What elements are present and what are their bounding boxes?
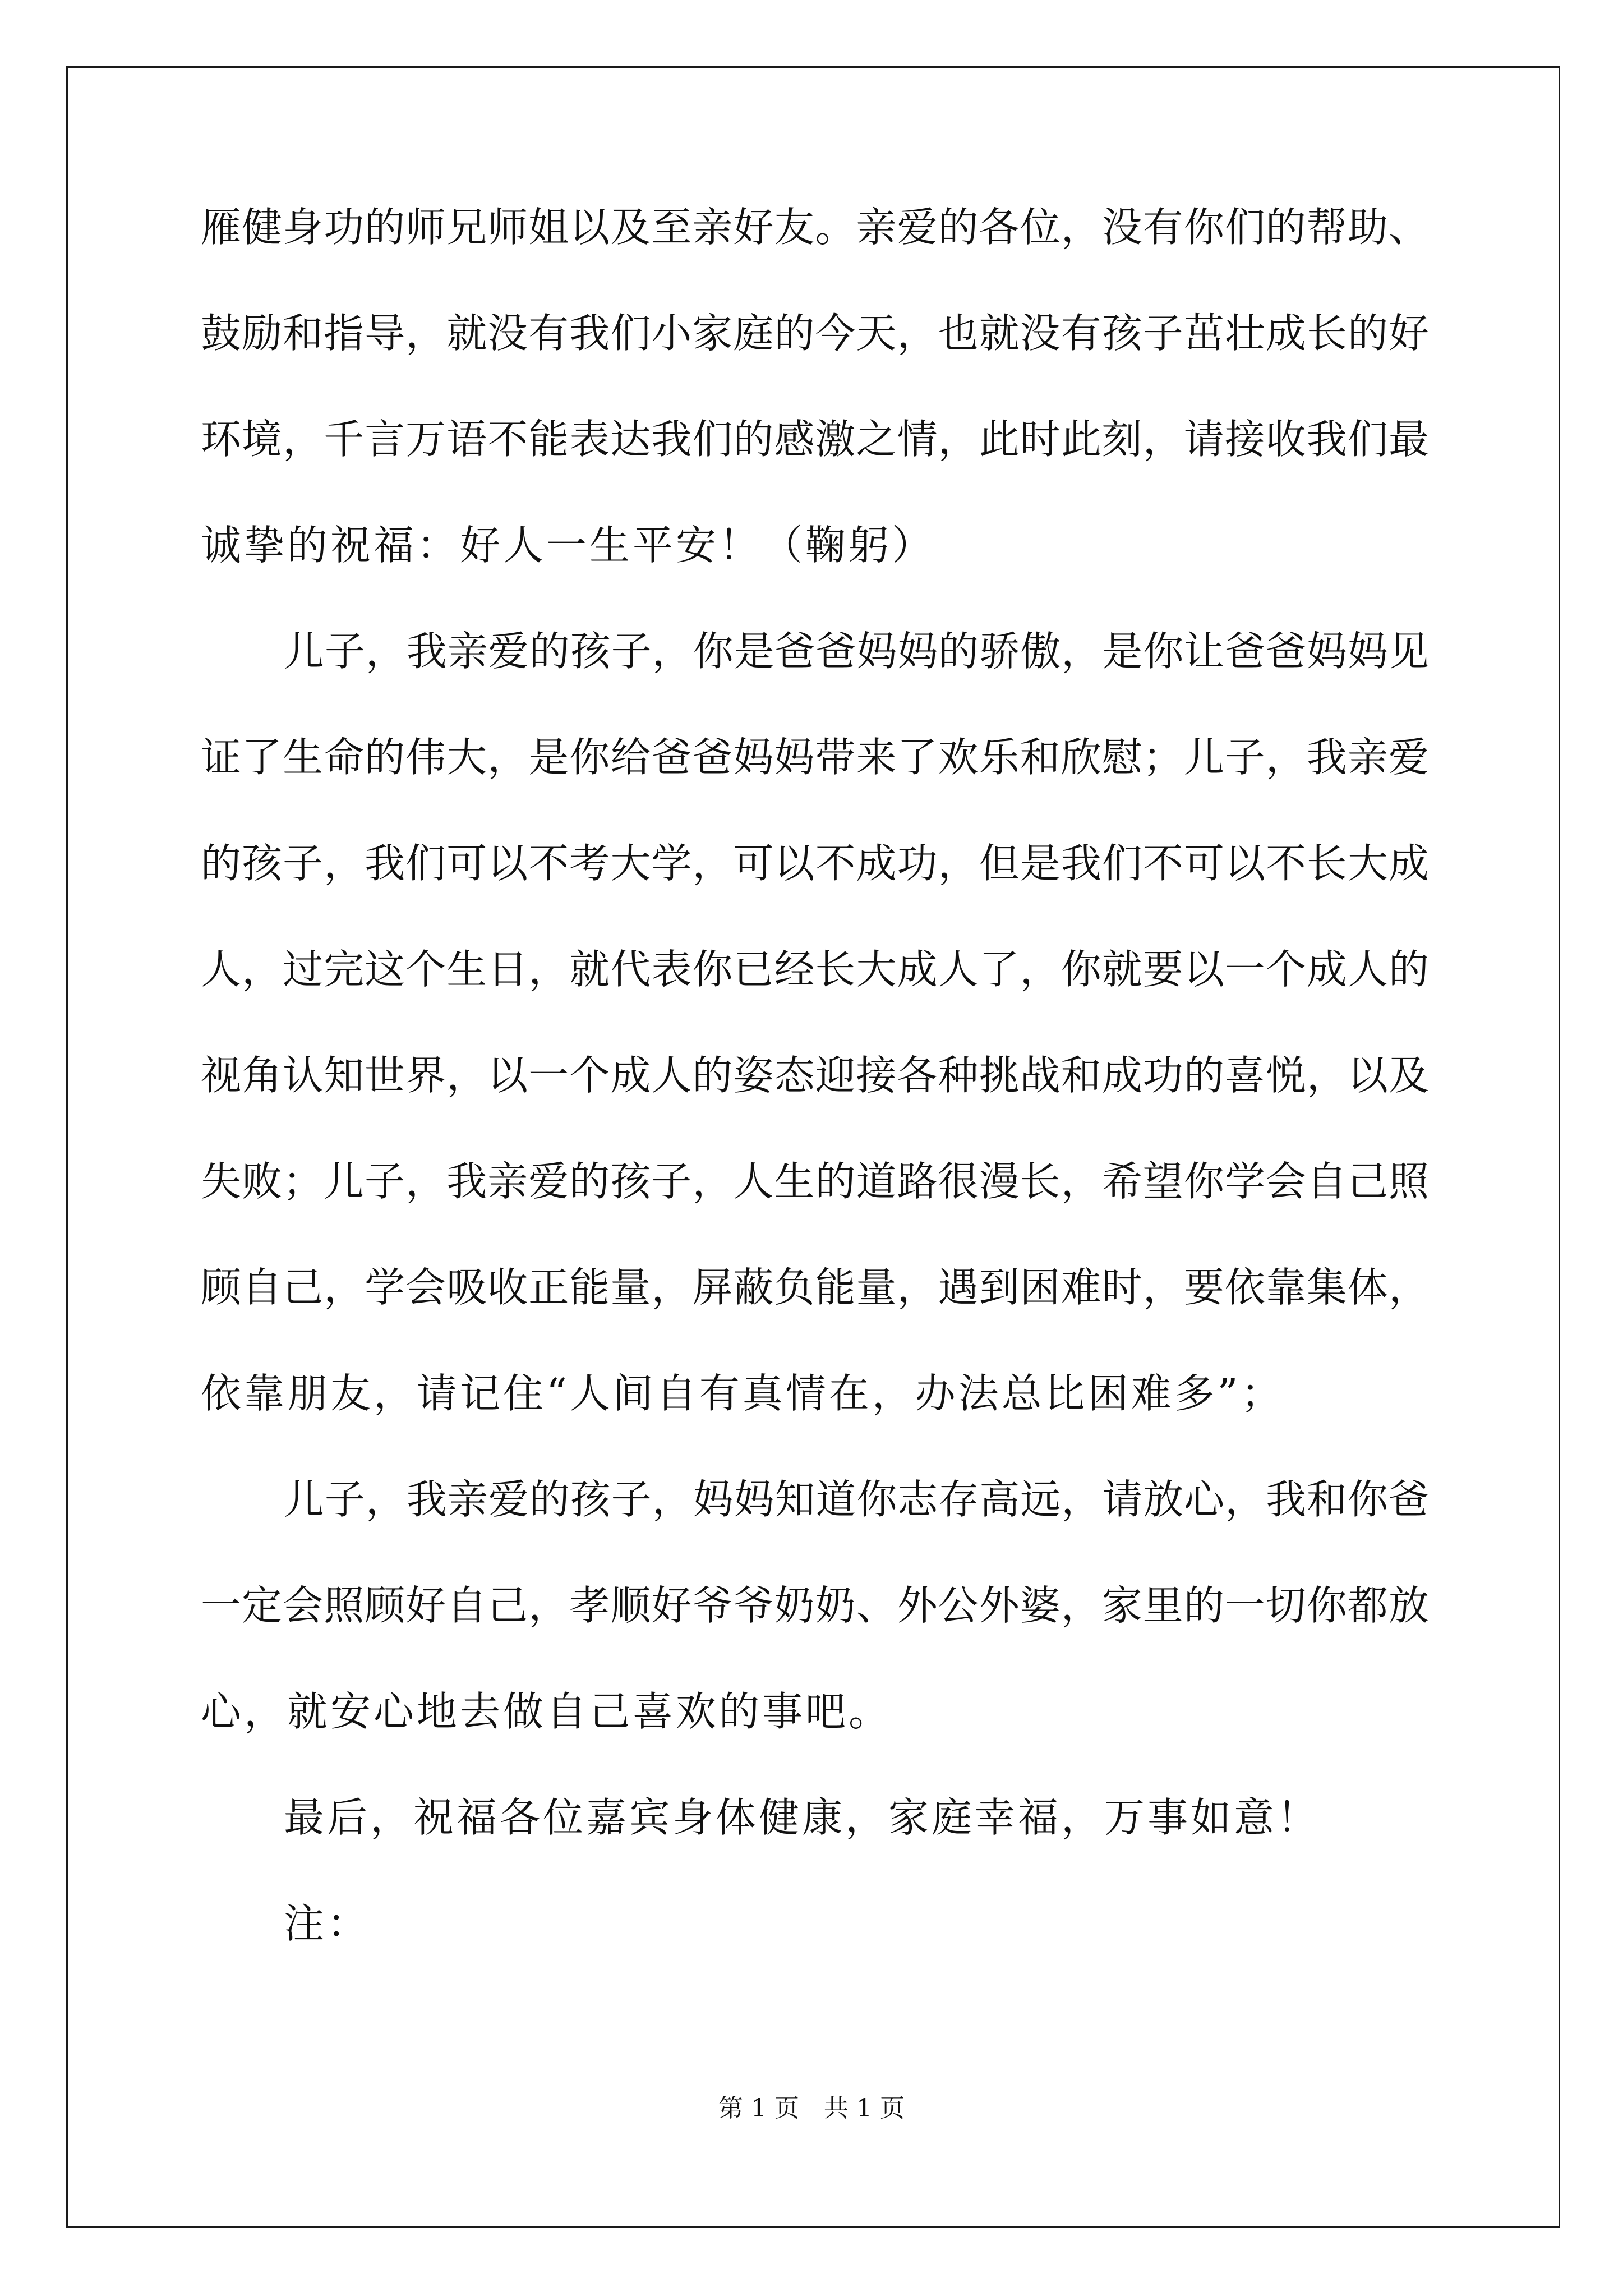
text-line-16: 最后，祝福各位嘉宾身体健康，家庭幸福，万事如意！ <box>284 1794 1321 1841</box>
text-line-11: 顾自己，学会吸收正能量，屏蔽负能量，遇到困难时，要依靠集体， <box>201 1264 1429 1311</box>
text-line-6: 证了生命的伟大，是你给爸爸妈妈带来了欢乐和欣慰；儿子，我亲爱 <box>201 734 1429 781</box>
page-number-footer: 第 1 页 共 1 页 <box>718 2094 905 2123</box>
text-line-7: 的孩子，我们可以不考大学，可以不成功，但是我们不可以不长大成 <box>201 840 1429 887</box>
text-line-3: 环境，千言万语不能表达我们的感激之情，此时此刻，请接收我们最 <box>201 416 1429 463</box>
text-line-12: 依靠朋友，请记住“人间自有真情在，办法总比困难多”； <box>201 1370 1284 1417</box>
text-line-9: 视角认知世界，以一个成人的姿态迎接各种挑战和成功的喜悦，以及 <box>201 1052 1429 1099</box>
text-line-17: 注： <box>284 1900 371 1947</box>
text-line-8: 人，过完这个生日，就代表你已经长大成人了，你就要以一个成人的 <box>201 946 1429 993</box>
text-line-14: 一定会照顾好自己，孝顺好爷爷奶奶、外公外婆，家里的一切你都放 <box>201 1582 1429 1629</box>
text-line-1: 雁健身功的师兄师姐以及至亲好友。亲爱的各位，没有你们的帮助、 <box>201 204 1429 251</box>
document-body <box>201 202 1429 2004</box>
text-line-15: 心，就安心地去做自己喜欢的事吧。 <box>201 1688 892 1735</box>
text-line-4: 诚挚的祝福：好人一生平安！（鞠躬） <box>201 522 935 569</box>
text-line-2: 鼓励和指导，就没有我们小家庭的今天，也就没有孩子茁壮成长的好 <box>201 310 1429 357</box>
text-line-10: 失败；儿子，我亲爱的孩子，人生的道路很漫长，希望你学会自己照 <box>201 1158 1429 1205</box>
text-line-5: 儿子，我亲爱的孩子，你是爸爸妈妈的骄傲，是你让爸爸妈妈见 <box>284 628 1429 675</box>
text-line-13: 儿子，我亲爱的孩子，妈妈知道你志存高远，请放心，我和你爸 <box>284 1476 1429 1523</box>
